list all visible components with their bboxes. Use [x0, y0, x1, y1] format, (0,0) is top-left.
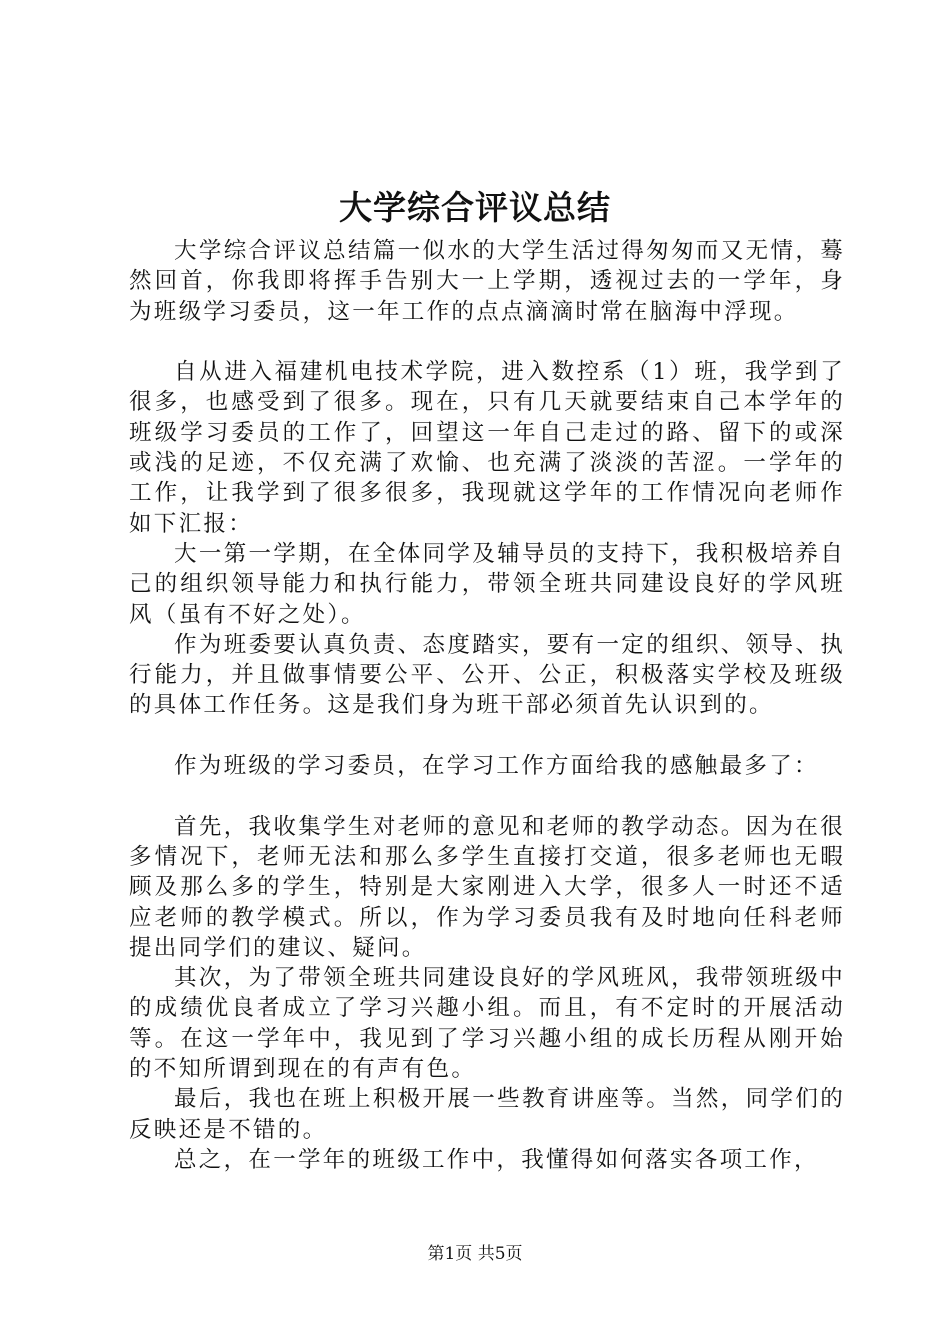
page-number-footer: 第1页 共5页 — [427, 1244, 523, 1264]
paragraph-study-role: 作为班级的学习委员，在学习工作方面给我的感触最多了： — [174, 753, 819, 780]
paragraph-firstly: 首先，我收集学生对老师的意见和老师的教学动态。因为在很多情况下，老师无法和那么多学生直接打交道，很多老师也无暇顾及那么多的学生，特别是大家刚进入大学，很多人一时还不适应老师的教学模式。所以，作为学习委员我有及时地向任科老师提出同学们的建议、疑问。 — [129, 813, 845, 961]
paragraph-first-semester: 大一第一学期，在全体同学及辅导员的支持下，我积极培养自己的组织领导能力和执行能力，带领全班共同建设良好的学风班风（虽有不好之处）。 — [129, 540, 845, 628]
paragraph-committee-duty: 作为班委要认真负责、态度踏实，要有一定的组织、领导、执行能力，并且做事情要公平、公开、公正，积极落实学校及班级的具体工作任务。这是我们身为班干部必须首先认识到的。 — [129, 631, 845, 719]
paragraph-background: 自从进入福建机电技术学院，进入数控系（1）班，我学到了很多，也感受到了很多。现在，只有几天就要结束自己本学年的班级学习委员的工作了，回望这一年自己走过的路、留下的或深或浅的足迹，不仅充满了欢愉、也充满了淡淡的苦涩。一学年的工作，让我学到了很多很多，我现就这学年的工作情况向老师作如下汇报： — [129, 359, 845, 537]
document-title: 大学综合评议总结 — [339, 188, 611, 227]
paragraph-summary: 总之，在一学年的班级工作中，我懂得如何落实各项工作， — [174, 1146, 819, 1173]
paragraph-lastly: 最后，我也在班上积极开展一些教育讲座等。当然，同学们的反映还是不错的。 — [129, 1086, 845, 1143]
document-body — [129, 236, 845, 1175]
paragraph-intro: 大学综合评议总结篇一似水的大学生活过得匆匆而又无情，蓦然回首，你我即将挥手告别大一上学期，透视过去的一学年，身为班级学习委员，这一年工作的点点滴滴时常在脑海中浮现。 — [129, 238, 845, 325]
paragraph-secondly: 其次，为了带领全班共同建设良好的学风班风，我带领班级中的成绩优良者成立了学习兴趣小组。而且，有不定时的开展活动等。在这一学年中，我见到了学习兴趣小组的成长历程从刚开始的不知所谓到现在的有声有色。 — [129, 965, 845, 1083]
